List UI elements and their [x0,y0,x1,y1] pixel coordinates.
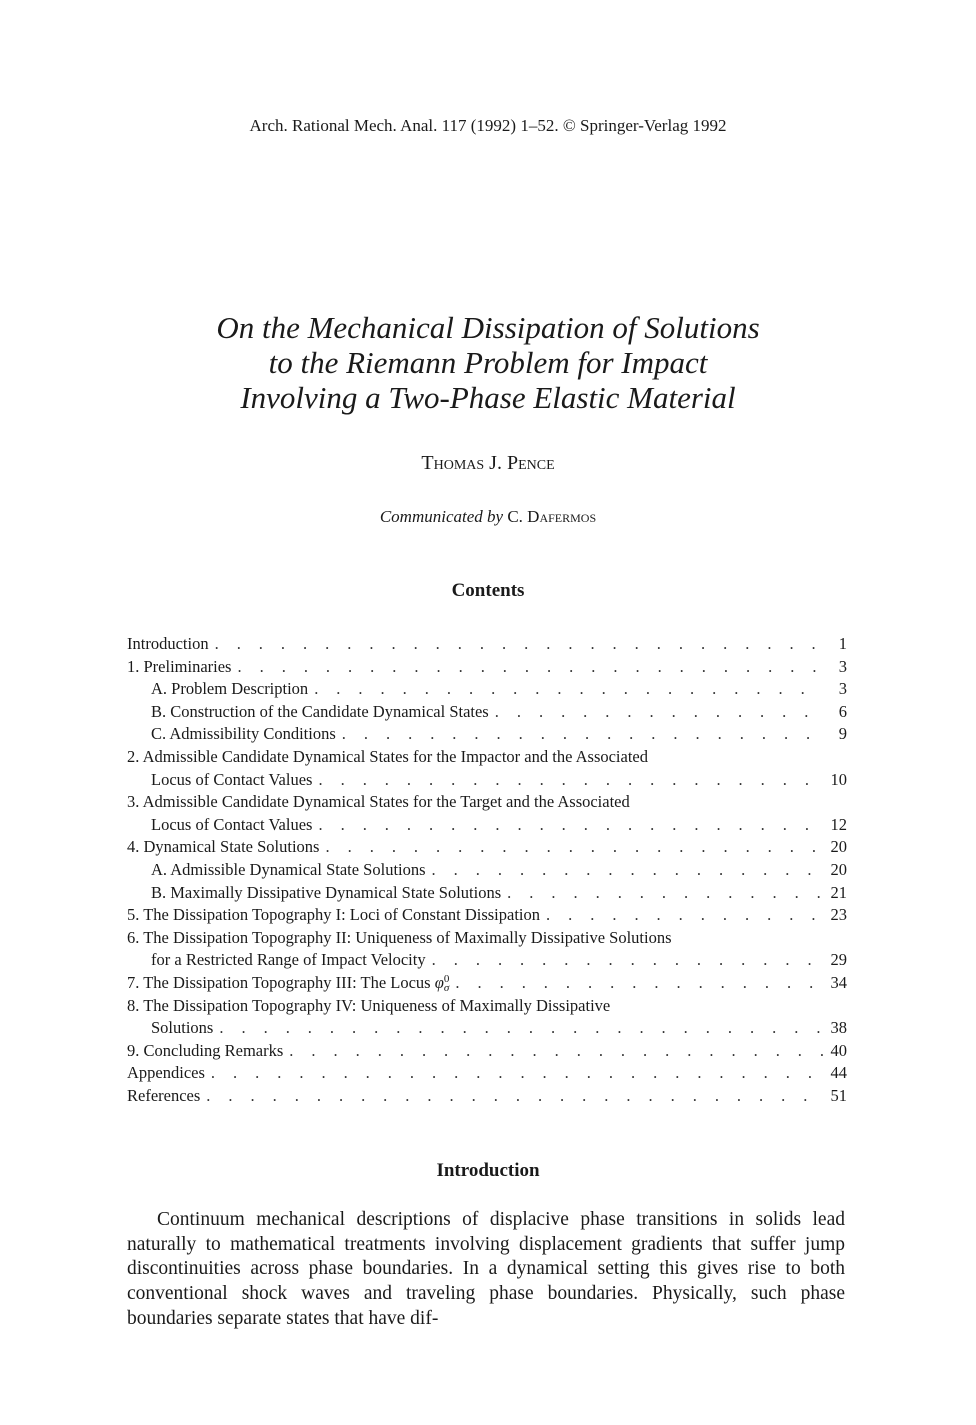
toc-row [127,746,847,769]
toc-leader [432,949,823,972]
toc-page: 1 [838,634,847,653]
toc-leader [495,701,823,724]
introduction-body [127,1208,845,1332]
toc-leader [237,656,823,679]
toc-label: 8. The Dissipation Topography IV: Uniqueness of Maximally Dissipative [127,995,611,1015]
toc-leader [215,633,823,656]
toc-page: 21 [830,882,847,902]
toc-page: 9 [838,724,847,744]
toc-leader [314,678,823,701]
paper-title [0,310,976,415]
toc-label: 4. Dynamical State Solutions [127,837,320,857]
toc-label: B. Maximally Dissipative Dynamical State Solutions [151,882,502,902]
toc-label [127,972,449,995]
toc-row [127,995,847,1018]
toc-leader [206,1085,823,1108]
toc-row [127,791,847,814]
toc-row [127,949,847,972]
toc-label: 2. Admissible Candidate Dynamical States for the Impactor and the Associated [127,746,648,766]
toc-row [127,814,847,837]
toc-leader [546,904,823,927]
communicator-name: C. Dafermos [507,507,597,526]
toc-row [127,927,847,950]
introduction-paragraph: Continuum mechanical descriptions of displacive phase transitions in solids lead naturally to mathematical treatments involving displacement gradients that suffer jump discontinuities across phase boundaries. In a dynamical setting this gives rise to both conventional shock waves and traveling phase boundaries. Physically, such phase boundaries separate states that have dif- [127,1209,845,1329]
toc-page: 23 [830,905,847,925]
locus-symbol: φ [434,972,444,992]
toc-row [127,701,847,724]
author-name: Thomas J. Pence [421,452,555,474]
toc-label: 6. The Dissipation Topography II: Uniqueness of Maximally Dissipative Solutions [127,927,672,947]
communicated-by [0,507,976,527]
locus-subscript: σ [443,981,450,994]
toc-page: 12 [830,814,847,834]
table-of-contents [127,633,847,1107]
toc-leader [289,1040,823,1063]
toc-leader [455,972,823,995]
toc-leader [211,1062,823,1085]
toc-row [127,656,847,679]
toc-label: References [127,1085,201,1105]
toc-label-text: 7. The Dissipation Topography III: The Locus [127,972,431,992]
toc-row [127,859,847,882]
toc-page: 51 [830,1085,847,1105]
toc-page: 3 [838,679,847,699]
journal-citation: Arch. Rational Mech. Anal. 117 (1992) 1–52. © Springer-Verlag 1992 [249,116,727,135]
toc-row [127,769,847,792]
toc-page: 20 [830,859,847,879]
toc-page: 34 [830,972,847,992]
toc-leader [325,836,823,859]
toc-row [127,633,847,656]
title-line-2: to the Riemann Problem for Impact [268,345,708,380]
toc-row [127,1062,847,1085]
toc-label: Appendices [127,1063,205,1083]
communicated-prefix: Communicated by [379,507,504,526]
toc-page: 40 [830,1040,847,1060]
toc-label: C. Admissibility Conditions [151,724,336,744]
toc-page: 3 [838,656,847,676]
toc-page: 29 [830,950,847,970]
locus-superscript: 0 [443,972,450,985]
toc-label: 9. Concluding Remarks [127,1040,284,1060]
toc-page: 38 [830,1018,847,1038]
toc-page: 20 [830,837,847,857]
toc-leader [318,814,823,837]
toc-leader [342,723,823,746]
toc-page: 44 [830,1063,847,1083]
toc-leader [507,882,823,905]
introduction-heading: Introduction [436,1160,540,1181]
toc-row [127,1040,847,1063]
toc-label: for a Restricted Range of Impact Velocity [151,950,426,970]
toc-label: Introduction [127,634,209,653]
toc-label: Solutions [151,1018,214,1038]
toc-label: A. Problem Description [151,679,309,699]
toc-row [127,836,847,859]
toc-row [127,1085,847,1108]
toc-leader [219,1017,823,1040]
toc-page: 10 [830,769,847,789]
toc-leader [318,769,823,792]
toc-label: A. Admissible Dynamical State Solutions [151,859,426,879]
toc-row [127,972,847,995]
toc-label: 3. Admissible Candidate Dynamical States for the Target and the Associated [127,792,630,812]
toc-row [127,1017,847,1040]
title-line-3: Involving a Two-Phase Elastic Material [240,380,736,415]
toc-row [127,904,847,927]
toc-label: B. Construction of the Candidate Dynamical States [151,701,489,721]
toc-label: 1. Preliminaries [127,656,232,676]
toc-leader [432,859,823,882]
contents-heading: Contents [451,580,525,601]
toc-page: 6 [838,701,847,721]
toc-label: Locus of Contact Values [151,814,313,834]
toc-row [127,882,847,905]
toc-label: Locus of Contact Values [151,769,313,789]
toc-row [127,723,847,746]
toc-row [127,678,847,701]
toc-label: 5. The Dissipation Topography I: Loci of Constant Dissipation [127,905,540,925]
title-line-1: On the Mechanical Dissipation of Solutions [216,310,760,345]
